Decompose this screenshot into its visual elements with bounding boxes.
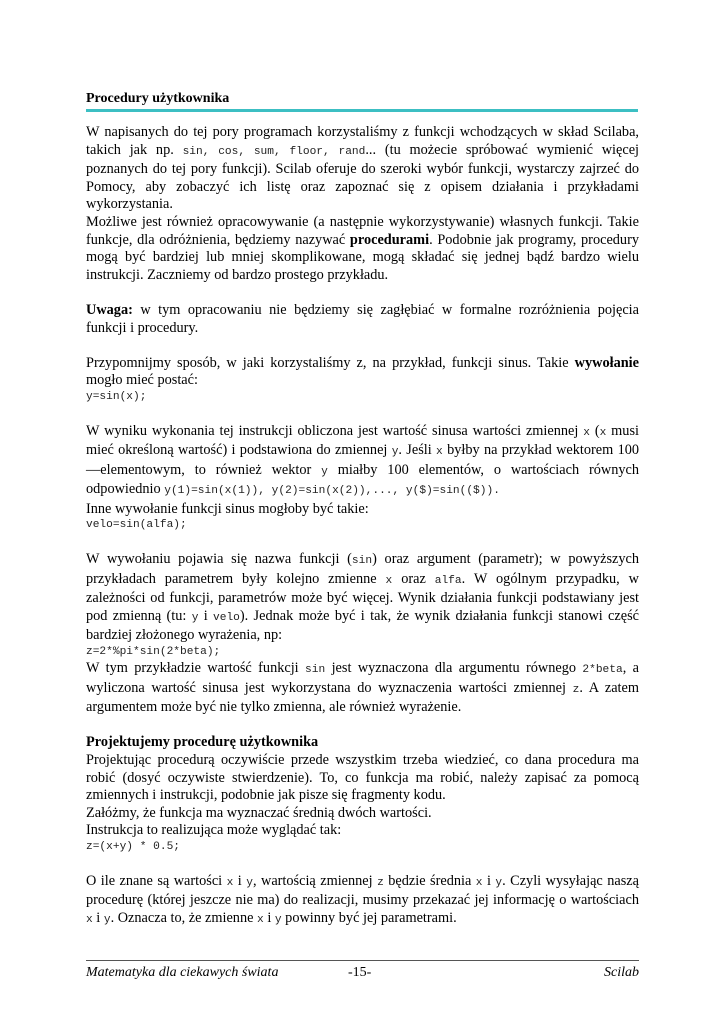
text: jest wyznaczona dla argumentu równego: [325, 660, 583, 677]
spacer: [86, 337, 639, 355]
text: i: [263, 909, 275, 926]
code-var: x: [385, 574, 393, 587]
text: W wywołaniu pojawia się nazwa funkcji (: [86, 551, 352, 568]
paragraph-note: [86, 302, 639, 337]
code-var: sin: [305, 664, 326, 677]
paragraph-other-call: [86, 501, 639, 519]
section-heading: [86, 734, 639, 752]
text: . Jeśli: [398, 442, 437, 459]
text: i: [92, 909, 104, 926]
footer-rule: [86, 960, 639, 961]
footer-row: [86, 965, 639, 983]
text: ... (tu możecie spróbować wymienić więcej poznanych do tej pory funkcji). Scilab oferuje do szeroki wybór funkcji, wystarczy zajrzeć do Pomocy, aby zobaczyć ich listę oraz zapoznać się z opisem działania i przykładami wykorzystania.: [86, 141, 640, 213]
code-floor: floor,: [289, 145, 330, 158]
text: W napisanych do tej pory programach korzystaliśmy z funkcji wchodzących w skład Scilaba, takich jak np.: [86, 124, 639, 158]
spacer: [86, 405, 639, 423]
code-expression: y(1)=sin(x(1)), y(2)=sin(x(2)),..., y($)=sin(($)).: [164, 485, 500, 498]
code-var: sin: [351, 555, 373, 568]
text: . Czyli wysyłając naszą procedurę (której jeszcze nie ma) do realizacji, musimy przekazać jej informację o wartościach: [86, 872, 639, 909]
text: O ile znane są wartości: [86, 872, 227, 889]
code-var: z: [572, 683, 580, 696]
code-var: y: [103, 913, 111, 926]
paragraph-arguments: [86, 551, 639, 645]
footer-book-title: Matematyka dla ciekawych świata: [86, 965, 279, 980]
text: , wartością zmiennej: [252, 872, 378, 889]
text: . A zatem argumentem może być nie tylko zmienna, ale również wyrażenie.: [86, 679, 639, 716]
code-var: x: [583, 426, 590, 439]
bold-term: wywołanie: [574, 354, 639, 371]
code-cos: cos,: [218, 145, 246, 158]
code-rand: rand: [338, 145, 366, 158]
code-line: z=(x+y) * 0.5;: [86, 840, 180, 853]
code-var: x: [475, 876, 483, 889]
code-var: velo: [213, 611, 240, 624]
page-footer: [86, 960, 639, 983]
paragraph-parameters: [86, 873, 639, 930]
header-rule: [86, 109, 638, 112]
text: ) oraz argument (parametr); w powyższych przykładach parametrem były kolejno zmienne: [86, 551, 639, 587]
text: Przypomnijmy sposób, w jaki korzystaliśmy z, na przykład, funkcji sinus. Takie: [86, 354, 575, 371]
text: Załóżmy, że funkcja ma wyznaczać średnią dwóch wartości.: [86, 804, 432, 821]
footer-section-name: Scilab: [604, 965, 639, 980]
bold-term: procedurami: [349, 231, 430, 248]
code-line: z=2*%pi*sin(2*beta);: [86, 646, 221, 659]
text: , a wyliczona wartość sinusa jest wykorzystana do wyznaczenia wartości zmiennej: [86, 660, 639, 696]
paragraph-intro: [86, 124, 639, 214]
code-var: y: [246, 876, 253, 889]
text: Instrukcja to realizująca może wyglądać tak:: [86, 822, 342, 839]
page-title: Procedury użytkownika: [86, 91, 230, 106]
code-var: x: [599, 426, 607, 439]
code-line: velo=sin(alfa);: [86, 519, 187, 532]
code-var: y: [191, 611, 199, 624]
paragraph-design: [86, 752, 639, 805]
code-var: y: [321, 465, 328, 478]
code-var: 2*beta: [582, 664, 623, 677]
text: . Podobnie jak programy, procedury mogą być bardziej lub mniej skomplikowane, mogą składać się jednej bądź bardzo wielu instrukcji. Zaczniemy od bardzo prostego przykładu.: [86, 231, 639, 283]
text: miałby 100 elementów, o wartościach równych odpowiednio: [86, 461, 640, 498]
paragraph-result: [86, 423, 639, 501]
code-var: y: [495, 876, 503, 889]
page-number: -15-: [348, 965, 372, 980]
text: ). Jednak może być i tak, że wynik działania funkcji stanowi część bardziej złożonego wyrażenia, np:: [86, 607, 640, 644]
paragraph-call: [86, 355, 639, 390]
spacer: [86, 284, 639, 302]
text: . W ogólnym przypadku, w zależności od funkcji, parametrów może być więcej. Wynik działania funkcji podstawiany jest pod zmienną (tu:: [86, 570, 639, 624]
code-sum: sum,: [253, 145, 281, 158]
text: W wyniku wykonania tej instrukcji obliczona jest wartość sinusa wartości zmiennej: [86, 422, 584, 439]
code-var: x: [86, 913, 93, 926]
code-var: x: [257, 913, 264, 926]
page-header: [86, 91, 638, 112]
spacer: [86, 533, 639, 551]
paragraph-expression: [86, 660, 639, 717]
paragraph-own-functions: [86, 214, 639, 284]
text: powinny być jej parametrami.: [281, 909, 457, 926]
text: . Oznacza to, że zmienne: [110, 909, 258, 926]
text: i: [482, 872, 496, 889]
code-var: alfa: [434, 574, 462, 587]
paragraph-instruction: [86, 822, 639, 840]
code-var: y: [391, 446, 399, 459]
paragraph-assumption: [86, 805, 639, 823]
document-body: [86, 124, 639, 929]
text: Projektując procedurą oczywiście przede wszystkim trzeba wiedzieć, co dana procedura ma robić (dosyć oczywiste stwierdzenie). To, co funkcja ma robić, należy zapisać za pomocą zmiennych i instrukcji, podobnie jak pisze się fragmenty kodu.: [86, 752, 639, 804]
text: w tym opracowaniu nie będziemy się zagłębiać w formalne rozróżnienia pojęcia funkcji i procedury.: [86, 301, 639, 336]
text: (: [589, 422, 600, 439]
text: będzie średnia: [383, 872, 476, 889]
spacer: [86, 717, 639, 735]
text: oraz: [392, 570, 435, 587]
code-sin: sin,: [182, 145, 210, 158]
text: Możliwe jest również opracowywanie (a następnie wykorzystywanie) własnych funkcji. Takie funkcje, dla odróżnienia, będziemy nazywać: [86, 213, 639, 248]
code-var: x: [226, 876, 234, 889]
note-label: Uwaga:: [86, 301, 133, 318]
code-line: y=sin(x);: [86, 390, 147, 403]
section-title: Projektujemy procedurę użytkownika: [86, 734, 319, 751]
text: mogło mieć postać:: [86, 372, 198, 389]
text: byłby na przykład wektorem 100—elementowym, to również wektor: [86, 442, 640, 478]
text: Inne wywołanie funkcji sinus mogłoby być takie:: [86, 500, 369, 517]
text: W tym przykładzie wartość funkcji: [86, 660, 306, 677]
code-var: y: [274, 913, 282, 926]
text: musi mieć określoną wartość) i podstawiona do zmiennej: [86, 422, 639, 459]
code-var: x: [436, 446, 443, 459]
text: i: [233, 872, 247, 889]
spacer: [86, 855, 639, 873]
text: i: [198, 607, 214, 624]
code-var: z: [377, 876, 384, 889]
